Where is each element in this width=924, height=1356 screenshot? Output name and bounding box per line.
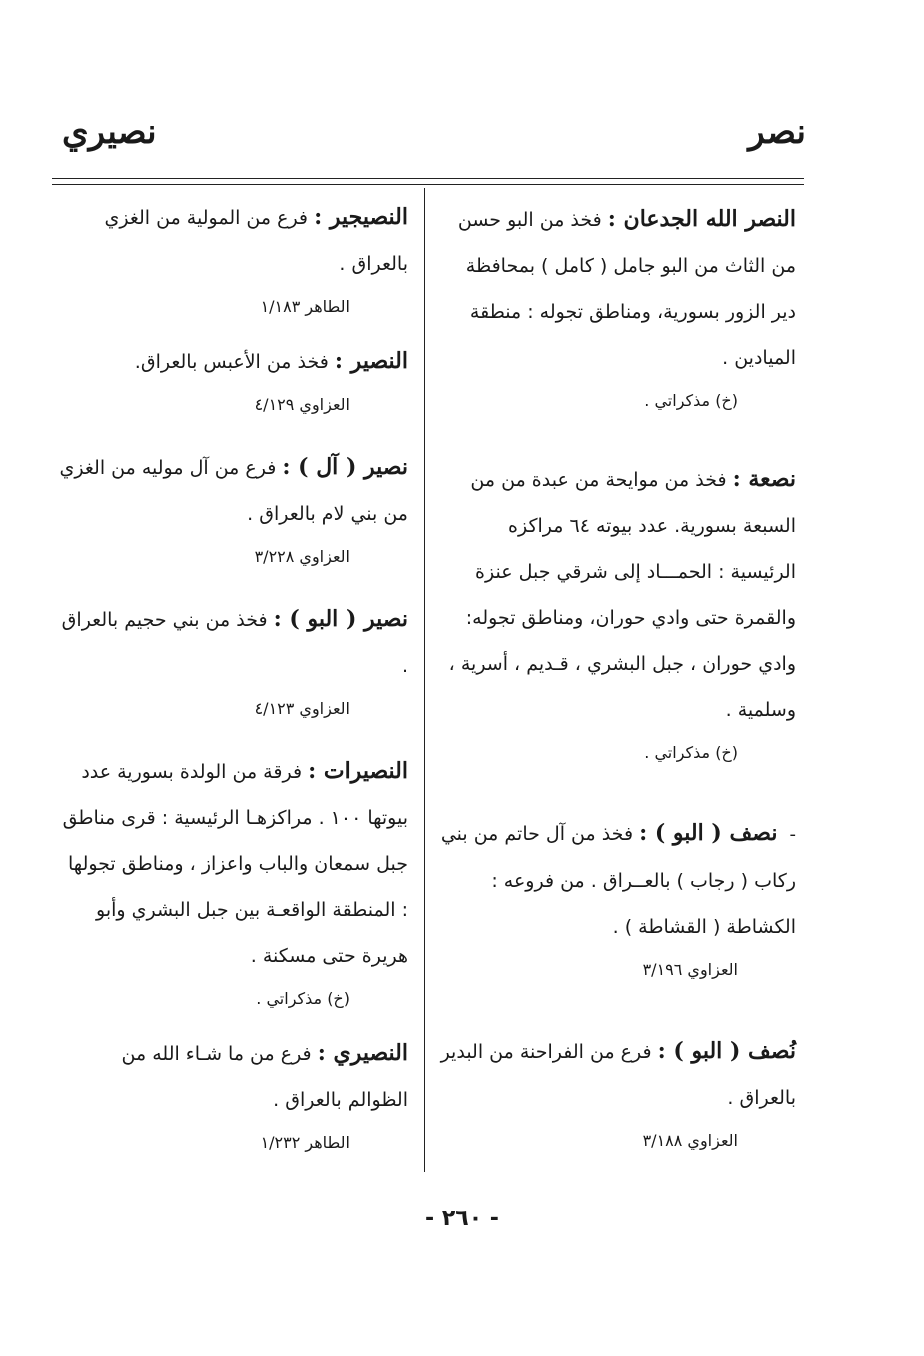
- entry-right-4: [440, 1028, 796, 1161]
- entry-right-1: [440, 196, 796, 421]
- entry-body: [56, 444, 408, 537]
- entry-source: العزاوي ٤/١٢٩: [254, 395, 350, 414]
- entry-right-2: [440, 456, 796, 773]
- entry-body: [56, 194, 408, 287]
- entry-definition: فخذ من آل حاتم من بني ركاب ( رجاب ) بالعــراق . من فروعه : الكشاطة ( القشاطة ) .: [440, 823, 796, 938]
- entry-definition: فخذ من بني حجيم بالعراق .: [61, 609, 408, 677]
- entry-source: (خ) مذكراتي .: [644, 743, 738, 762]
- entry-headword: النصيجير :: [314, 204, 408, 230]
- entry-body: [56, 338, 408, 385]
- entry-left-2: [56, 338, 408, 425]
- entry-definition: فخذ من موايحة من عبدة من من السبعة بسورية. عدد بيوته ٦٤ مراكزه الرئيسية : الحمـــاد إلى شرقي جبل عنزة والقمرة حتى وادي حوران، ومناطق تجوله: وادي حوران ، جبل البشري ، قـديم ، أسرية ، وسلمية .: [448, 469, 796, 721]
- entry-left-4: [56, 596, 408, 729]
- entry-headword: النصيرات :: [308, 758, 408, 784]
- entry-body: [440, 810, 796, 950]
- entry-definition: فخذ من الأعبس بالعراق.: [134, 351, 329, 373]
- entry-definition: فرع من آل موليه من الغزي من بني لام بالعراق .: [59, 457, 408, 525]
- header-rule-bottom: [52, 184, 804, 185]
- entry-headword: النصر الله الجدعان :: [607, 206, 796, 232]
- entry-body: [56, 1030, 408, 1123]
- entry-headword: نصير ( آل ) :: [282, 454, 408, 480]
- entry-source: العزاوي ٣/٢٢٨: [254, 547, 350, 566]
- entry-headword: النصير :: [334, 348, 408, 374]
- entry-definition: فرع من ما شـاء الله من الظوالم بالعراق .: [121, 1043, 408, 1111]
- entry-definition: فرقة من الولدة بسورية عدد بيوتها ١٠٠ . مراكزهـا الرئيسية : قرى مناطق جبل سمعان والباب واعزاز ، ومناطق تجولها : المنطقة الواقعـة بين جبل البشري وأبو هريرة حتى مسكنة .: [62, 761, 408, 967]
- entry-source: الطاهر ١/١٨٣: [260, 297, 350, 316]
- entry-dash-mark: -: [789, 824, 796, 845]
- page-number: - ٢٦٠ -: [425, 1206, 499, 1231]
- entry-body: [440, 456, 796, 733]
- entry-body: [440, 1028, 796, 1121]
- entry-body: [56, 748, 408, 979]
- entry-definition: فخذ من البو حسن من الثاث من البو جامل ( كامل ) بمحافظة دير الزور بسورية، ومناطق تجوله : منطقة الميادين .: [457, 209, 796, 369]
- entry-left-3: [56, 444, 408, 577]
- entry-source: العزاوي ٣/١٨٨: [642, 1131, 738, 1150]
- entry-source: العزاوي ٤/١٢٣: [254, 699, 350, 718]
- entry-source: العزاوي ٣/١٩٦: [642, 960, 738, 979]
- entry-body: [56, 596, 408, 689]
- entry-left-6: [56, 1030, 408, 1163]
- entry-headword: نصعة :: [732, 466, 796, 492]
- entry-headword: نصف ( البو ) :: [639, 820, 778, 846]
- entry-definition: فرع من المولية من الغزي بالعراق .: [104, 207, 408, 275]
- entry-definition: فرع من الفراحنة من البدير بالعراق .: [440, 1041, 796, 1109]
- entry-right-3: [440, 810, 796, 990]
- entry-headword: نصير ( البو ) :: [273, 606, 408, 632]
- column-divider: [424, 188, 425, 1172]
- entry-left-5: [56, 748, 408, 1019]
- entry-source: (خ) مذكراتي .: [256, 989, 350, 1008]
- header-left-word: نصيري: [62, 112, 157, 152]
- header-right-word: نصر: [748, 112, 806, 152]
- entry-source: (خ) مذكراتي .: [644, 391, 738, 410]
- header-rule-top: [52, 178, 804, 179]
- entry-body: [440, 196, 796, 381]
- entry-left-1: [56, 194, 408, 327]
- entry-source: الطاهر ١/٢٣٢: [260, 1133, 350, 1152]
- entry-headword: النصيري :: [317, 1040, 408, 1066]
- entry-headword: نُصف ( البو ) :: [657, 1038, 796, 1064]
